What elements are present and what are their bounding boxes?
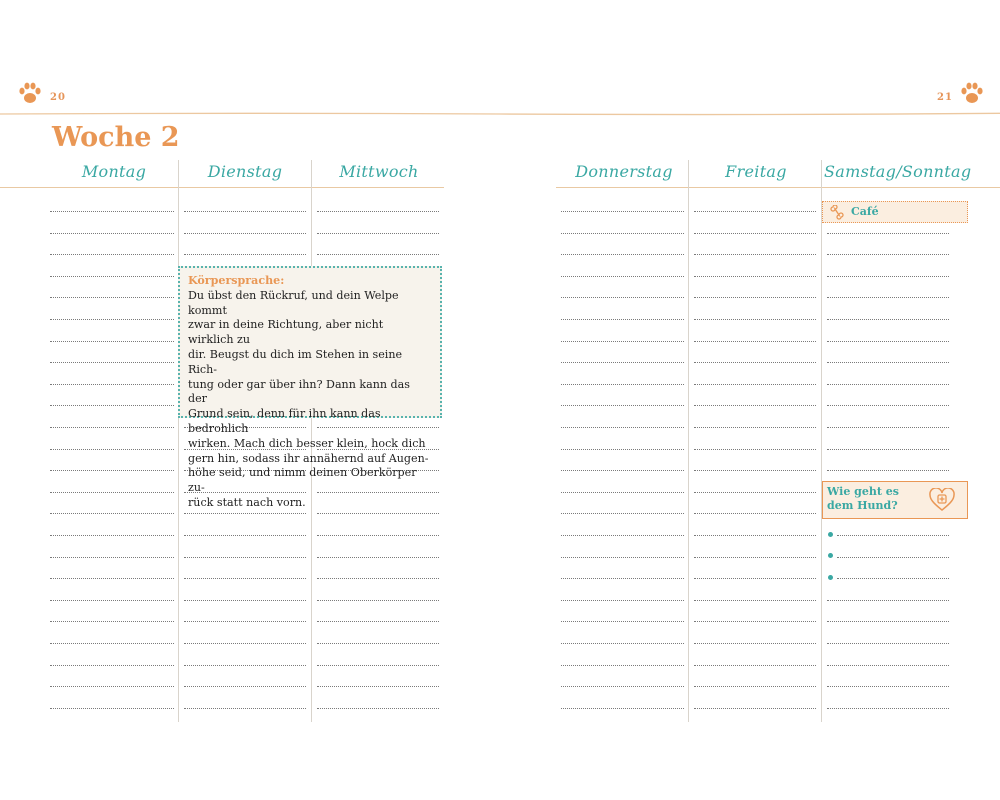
right-page-number: 21 (937, 92, 953, 103)
writing-line (50, 254, 174, 255)
tip-line: tung oder gar über ihn? Dann kann das der (188, 377, 410, 406)
writing-line (561, 449, 684, 450)
writing-line (184, 665, 306, 666)
writing-line (561, 513, 684, 514)
writing-line (561, 578, 684, 579)
writing-line (561, 276, 684, 277)
writing-line (50, 384, 174, 385)
writing-line (694, 578, 816, 579)
writing-line (50, 600, 174, 601)
writing-line (694, 319, 816, 320)
writing-line (50, 233, 174, 234)
writing-line (50, 405, 174, 406)
writing-line (694, 211, 816, 212)
writing-line (317, 665, 439, 666)
writing-line (694, 665, 816, 666)
writing-line (317, 557, 439, 558)
writing-line (317, 254, 439, 255)
writing-line (561, 600, 684, 601)
writing-line (694, 427, 816, 428)
writing-line (317, 643, 439, 644)
writing-line (837, 535, 949, 536)
writing-line (561, 211, 684, 212)
writing-line (827, 665, 949, 666)
writing-line (694, 449, 816, 450)
writing-line (50, 341, 174, 342)
writing-line (184, 621, 306, 622)
writing-line (561, 665, 684, 666)
bullet (828, 532, 833, 537)
writing-line (50, 449, 174, 450)
tip-line: Grund sein, denn für ihn kann das bedrohlich (188, 407, 381, 435)
writing-line (827, 297, 949, 298)
writing-line (694, 254, 816, 255)
writing-line (561, 233, 684, 234)
writing-line (184, 600, 306, 601)
paw-icon (17, 80, 43, 106)
writing-line (50, 578, 174, 579)
writing-line (50, 535, 174, 536)
bullet (828, 553, 833, 558)
writing-line (561, 708, 684, 709)
writing-line (317, 686, 439, 687)
writing-line (561, 557, 684, 558)
writing-line (827, 600, 949, 601)
writing-line (694, 341, 816, 342)
writing-line (50, 686, 174, 687)
header-underline-left (0, 187, 444, 188)
writing-line (317, 578, 439, 579)
writing-line (827, 643, 949, 644)
writing-line (827, 686, 949, 687)
writing-line (694, 470, 816, 471)
day-header-dienstag: Dienstag (207, 162, 283, 181)
writing-line (561, 535, 684, 536)
day-header-donnerstag: Donnerstag (575, 162, 673, 181)
writing-line (827, 276, 949, 277)
week-title: Woche 2 (52, 122, 180, 153)
writing-line (827, 341, 949, 342)
writing-line (317, 233, 439, 234)
tip-line: gern hin, sodass ihr annähernd auf Augen- (188, 451, 429, 465)
writing-line (694, 600, 816, 601)
writing-line (561, 621, 684, 622)
writing-line (317, 708, 439, 709)
writing-line (694, 621, 816, 622)
writing-line (184, 254, 306, 255)
writing-line (561, 384, 684, 385)
writing-line (827, 708, 949, 709)
bullet (828, 575, 833, 580)
day-header-montag: Montag (81, 162, 147, 181)
column-divider (178, 160, 179, 722)
writing-line (827, 449, 949, 450)
writing-line (50, 513, 174, 514)
writing-line (184, 643, 306, 644)
writing-line (561, 297, 684, 298)
writing-line (317, 621, 439, 622)
writing-line (50, 557, 174, 558)
writing-line (561, 341, 684, 342)
writing-line (50, 427, 174, 428)
writing-line (50, 492, 174, 493)
writing-line (50, 319, 174, 320)
writing-line (561, 427, 684, 428)
heart-plus-icon (929, 488, 955, 512)
writing-line (184, 557, 306, 558)
writing-line (184, 578, 306, 579)
paw-icon (959, 80, 985, 106)
writing-line (561, 254, 684, 255)
writing-line (694, 686, 816, 687)
writing-line (50, 297, 174, 298)
writing-line (827, 621, 949, 622)
writing-line (827, 405, 949, 406)
writing-line (50, 621, 174, 622)
writing-line (50, 665, 174, 666)
writing-line (837, 578, 949, 579)
writing-line (694, 643, 816, 644)
header-underline-right (556, 187, 1000, 188)
writing-line (694, 557, 816, 558)
writing-line (184, 686, 306, 687)
writing-line (184, 708, 306, 709)
writing-line (827, 470, 949, 471)
top-decorative-line (0, 112, 1000, 116)
day-header-freitag: Freitag (725, 162, 787, 181)
writing-line (50, 470, 174, 471)
tip-line: wirken. Mach dich besser klein, hock dich (188, 436, 426, 450)
writing-line (317, 535, 439, 536)
cafe-box (822, 201, 968, 223)
writing-line (827, 427, 949, 428)
writing-line (694, 297, 816, 298)
writing-line (694, 384, 816, 385)
writing-line (561, 492, 684, 493)
writing-line (827, 233, 949, 234)
writing-line (317, 211, 439, 212)
writing-line (561, 362, 684, 363)
tip-line: rück statt nach vorn. (188, 495, 306, 509)
writing-line (184, 535, 306, 536)
writing-line (561, 470, 684, 471)
writing-line (694, 708, 816, 709)
writing-line (50, 276, 174, 277)
dog-bone-icon (829, 205, 845, 220)
writing-line (561, 319, 684, 320)
writing-line (50, 708, 174, 709)
tip-line: höhe seid, und nimm deinen Oberkörper zu- (188, 466, 417, 495)
writing-line (50, 211, 174, 212)
writing-line (694, 405, 816, 406)
tip-line: Du übst den Rückruf, und dein Welpe kommt (188, 288, 399, 317)
writing-line (827, 384, 949, 385)
day-header-mittwoch: Mittwoch (339, 162, 419, 181)
writing-line (50, 643, 174, 644)
writing-line (694, 362, 816, 363)
writing-line (184, 233, 306, 234)
left-page-number: 20 (50, 92, 66, 103)
writing-line (561, 405, 684, 406)
body-language-tip-box (178, 266, 442, 509)
writing-line (827, 319, 949, 320)
writing-line (184, 513, 306, 514)
writing-line (184, 211, 306, 212)
writing-line (694, 513, 816, 514)
writing-line (561, 643, 684, 644)
tip-line: zwar in deine Richtung, aber nicht wirklich zu (188, 318, 384, 347)
writing-line (694, 233, 816, 234)
column-divider (821, 160, 822, 722)
cafe-label: Café (851, 205, 879, 218)
writing-line (837, 557, 949, 558)
tip-line: dir. Beugst du dich im Stehen in seine Rich- (188, 347, 403, 376)
writing-line (317, 513, 439, 514)
column-divider (688, 160, 689, 722)
writing-line (694, 276, 816, 277)
writing-line (694, 492, 816, 493)
writing-line (827, 362, 949, 363)
tip-title: Körpersprache: (188, 274, 285, 287)
writing-line (50, 362, 174, 363)
writing-line (561, 686, 684, 687)
dog-wellbeing-label: Wie geht es dem Hund? (827, 485, 899, 512)
writing-line (827, 254, 949, 255)
writing-line (317, 600, 439, 601)
day-header-samstag-sonntag: Samstag/Sonntag (824, 162, 972, 181)
writing-line (694, 535, 816, 536)
dog-wellbeing-box (822, 481, 968, 519)
